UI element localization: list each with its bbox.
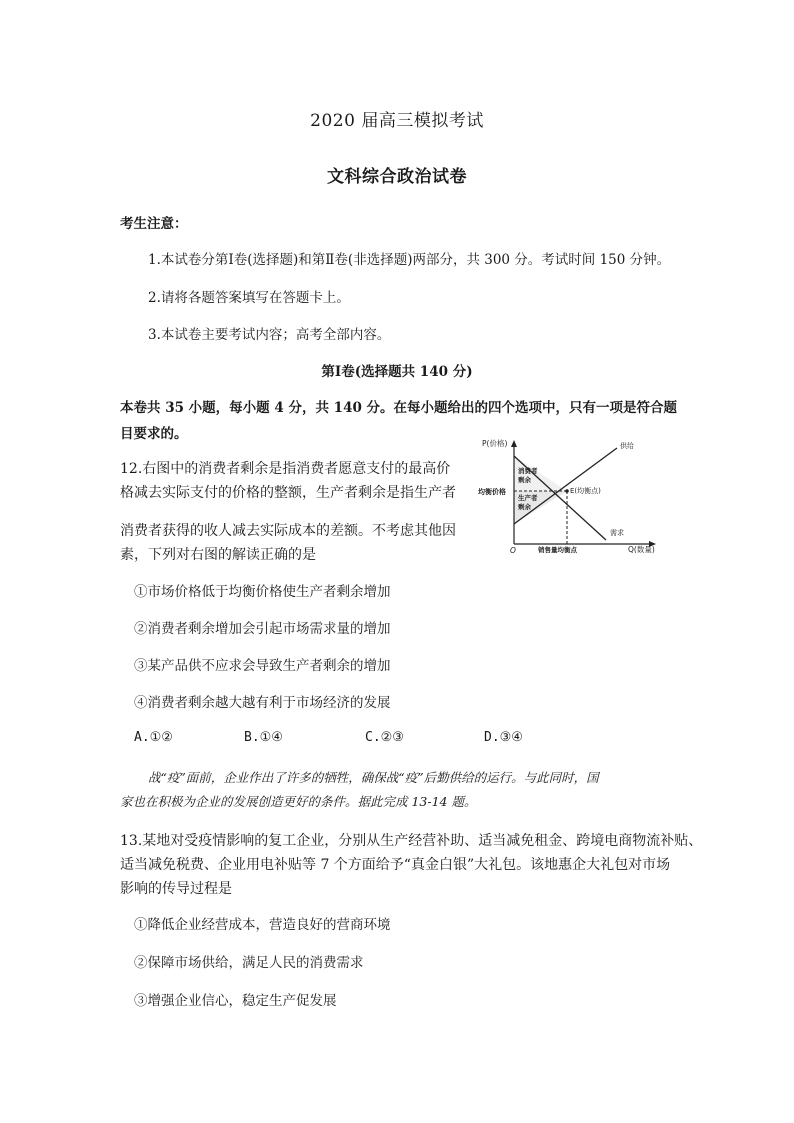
q12-choice-d[interactable]: D.③④: [484, 730, 523, 745]
q12-choice-c[interactable]: C.②③: [365, 730, 404, 745]
passage-line-1: 战“疫”面前，企业作出了许多的牺牲，确保战“疫”后勤供给的运行。与此同时，国: [148, 770, 599, 785]
q12-line-4: 素，下列对右图的解读正确的是: [120, 547, 316, 563]
demand-label: 需求: [610, 529, 624, 537]
notice-item-3: 3.本试卷主要考试内容；高考全部内容。: [148, 327, 391, 343]
q13-statement-2: ②保障市场供给，满足人民的消费需求: [134, 955, 364, 971]
q12-statement-2: ②消费者剩余增加会引起市场需求量的增加: [134, 621, 391, 637]
exam-title: 2020 届高三模拟考试: [310, 111, 484, 131]
producer-surplus-label-2: 剩余: [518, 503, 531, 511]
x-axis-label: Q(数量): [628, 545, 655, 554]
notice-item-1: 1.本试卷分第Ⅰ卷(选择题)和第Ⅱ卷(非选择题)两部分，共 300 分。考试时间 150 分钟。: [148, 252, 671, 268]
q12-line-1: 12.右图中的消费者剩余是指消费者愿意支付的最高价: [120, 461, 451, 477]
y-axis-label: P(价格): [482, 439, 508, 448]
paper-subtitle: 文科综合政治试卷: [327, 167, 467, 187]
supply-demand-graph: [474, 436, 684, 561]
q13-line-1: 13.某地对受疫情影响的复工企业，分别从生产经营补助、适当减免租金、跨境电商物流补贴、: [120, 833, 703, 849]
consumer-surplus-label-2: 剩余: [518, 476, 531, 484]
section-instruction-line-1: 本卷共 35 小题，每小题 4 分，共 140 分。在每小题给出的四个选项中，只有一项是符合题: [120, 400, 678, 416]
q12-choice-b[interactable]: B.①④: [244, 730, 283, 745]
equilibrium-price-label: 均衡价格: [478, 488, 506, 496]
notice-item-2: 2.请将各题答案填写在答题卡上。: [148, 290, 350, 306]
q13-line-3: 影响的传导过程是: [120, 881, 232, 897]
origin-label: O: [510, 546, 516, 555]
q12-statement-1: ①市场价格低于均衡价格使生产者剩余增加: [134, 584, 391, 600]
producer-surplus-label-1: 生产者: [518, 494, 538, 502]
supply-label: 供给: [620, 442, 634, 450]
q12-statement-4: ④消费者剩余越大越有利于市场经济的发展: [134, 695, 391, 711]
q12-statement-3: ③某产品供不应求会导致生产者剩余的增加: [134, 658, 391, 674]
passage-line-2: 家也在积极为企业的发展创造更好的条件。据此完成 13-14 题。: [120, 794, 477, 809]
notice-heading: 考生注意：: [120, 216, 188, 232]
q12-line-2: 格减去实际支付的价格的整额，生产者剩余是指生产者: [120, 485, 456, 501]
equilibrium-quantity-label: 销售量均衡点: [538, 546, 577, 554]
section-instruction-line-2: 目要求的。: [120, 426, 188, 442]
q13-line-2: 适当减免税费、企业用电补贴等 7 个方面给予“真金白银”大礼包。该地惠企大礼包对市场: [120, 857, 671, 873]
q13-statement-1: ①降低企业经营成本，营造良好的营商环境: [134, 917, 391, 933]
equilibrium-point-label: E(均衡点): [570, 487, 601, 495]
consumer-surplus-label-1: 消费者: [518, 467, 538, 475]
q12-choice-a[interactable]: A.①②: [134, 730, 173, 745]
equilibrium-point: [565, 489, 569, 493]
section-title: 第Ⅰ卷(选择题共 140 分): [321, 364, 473, 380]
q12-line-3: 消费者获得的收人减去实际成本的差额。不考虑其他因: [120, 523, 456, 539]
q13-statement-3: ③增强企业信心，稳定生产促发展: [134, 993, 337, 1009]
y-axis-arrow: [511, 440, 517, 447]
